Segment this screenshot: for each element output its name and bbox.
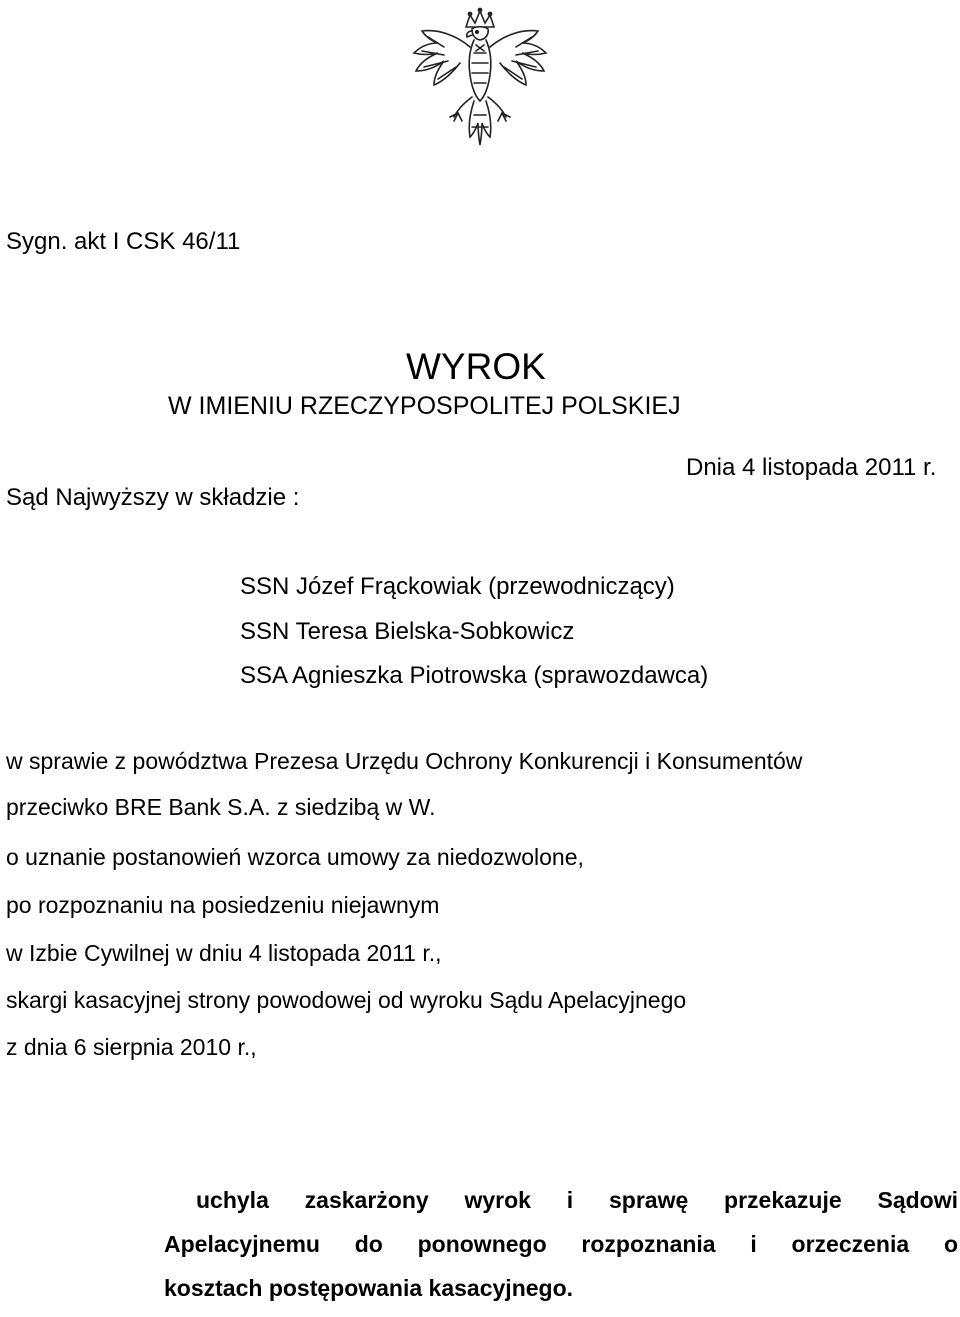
polish-eagle-emblem-icon bbox=[404, 5, 556, 165]
verdict-line: uchyla zaskarżony wyrok i sprawę przekazuje Sądowi bbox=[196, 1187, 958, 1213]
judge-rapporteur: SSA Agnieszka Piotrowska (sprawozdawca) bbox=[240, 662, 709, 689]
court-composition-label: Sąd Najwyższy w składzie : bbox=[6, 484, 300, 511]
judge-member: SSN Teresa Bielska-Sobkowicz bbox=[240, 618, 575, 645]
case-signature: Sygn. akt I CSK 46/11 bbox=[6, 228, 241, 255]
verdict-text bbox=[164, 1185, 958, 1317]
document-title: WYROK bbox=[406, 346, 546, 387]
case-defendant-line: przeciwko BRE Bank S.A. z siedzibą w W. bbox=[6, 794, 436, 820]
appeal-date-line: z dnia 6 sierpnia 2010 r., bbox=[6, 1034, 257, 1060]
verdict-line: Apelacyjnemu do ponownego rozpoznania i orzeczenia o bbox=[164, 1231, 958, 1257]
appeal-line: skargi kasacyjnej strony powodowej od wyroku Sądu Apelacyjnego bbox=[6, 987, 687, 1013]
document-subtitle: W IMIENIU RZECZYPOSPOLITEJ POLSKIEJ bbox=[168, 392, 681, 420]
case-parties-line: w sprawie z powództwa Prezesa Urzędu Ochrony Konkurencji i Konsumentów bbox=[6, 748, 803, 774]
judgment-date: Dnia 4 listopada 2011 r. bbox=[686, 454, 937, 481]
chamber-date-line: w Izbie Cywilnej w dniu 4 listopada 2011 r., bbox=[6, 940, 442, 966]
case-subject-line: o uznanie postanowień wzorca umowy za niedozwolone, bbox=[6, 844, 584, 870]
judge-presiding: SSN Józef Frąckowiak (przewodniczący) bbox=[240, 573, 675, 600]
hearing-line: po rozpoznaniu na posiedzeniu niejawnym bbox=[6, 892, 440, 918]
verdict-line: kosztach postępowania kasacyjnego. bbox=[164, 1275, 574, 1301]
